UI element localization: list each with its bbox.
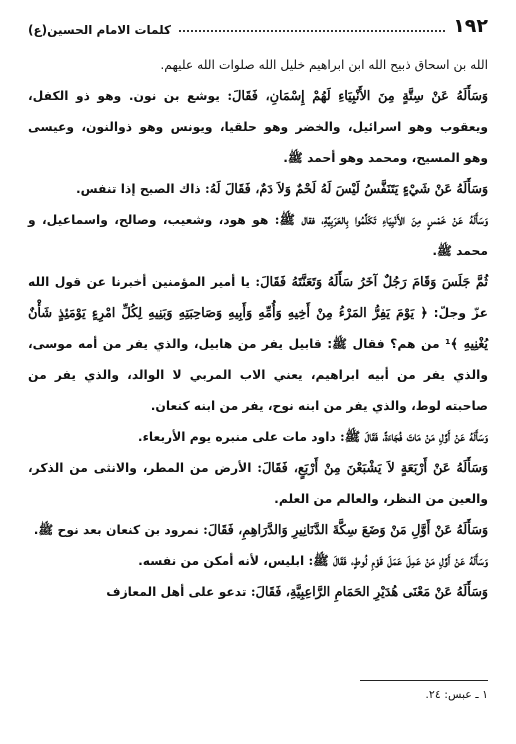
- paragraph: [28, 267, 488, 422]
- paragraph: [28, 205, 488, 267]
- running-title: كلمات الامام الحسين(ع): [28, 23, 171, 37]
- paragraph: [28, 422, 488, 453]
- quoted-question: وَسَأَلَهُ عَنْ مَعْنَى هُدَيْرِ الحَمَامِ الرَّاعِبِيَّةِ، فَقَالَ:: [250, 585, 488, 600]
- paragraph: [28, 515, 488, 546]
- answer-text: ¹ من هم؟ فقال ﷺ: قابيل يفر من هابيل، والذي يفر من أمه موسى، والذي يفر من أبيه ابراهيم، يعني الاب المربي لا الوالد، والذي يفر من صاحبته لوط، والذي يفر من ابنه نوح، يفر من ابنه كنعان.: [28, 337, 488, 413]
- paragraph: [28, 546, 488, 577]
- paragraph: [28, 50, 488, 81]
- answer-text: ابليس، لأنه أمكن من نفسه.: [138, 554, 309, 568]
- footnote-text: ١ ـ عبس: ٢٤.: [425, 688, 488, 701]
- quoted-question: ﴿ يَوْمَ يَفِرُّ المَرْءُ مِنْ أَخِيهِ وَأُمِّهِ وَأَبِيهِ وَصَاحِبَتِهِ وَبَنِيهِ لِكُلِّ امْرِءٍ يَوْمَئِذٍ شَأْنٌ يُغْنِيهِ ﴾: [28, 306, 488, 352]
- quoted-question: وَسَأَلَهُ عَنْ سِتَّةٍ مِنَ الأَنْبِيَاءِ لَهُمْ إِسْمَانِ، فَقَالَ:: [227, 89, 488, 104]
- answer-text: يوشع بن نون. وهو ذو الكفل، ويعقوب وهو اسرائيل، والخضر وهو حلقيا، ويونس وهو ذوالنون، وعيسى وهو المسيح، ومحمد وهو أحمد ﷺ.: [28, 89, 488, 165]
- quoted-question: وَسَأَلَهُ عَنْ أَوَّلِ مَنْ مَاتَ فُجَاءَةً، فَقَالَ ﷺ:: [340, 430, 488, 445]
- quoted-question: وَسَأَلَهُ عَنْ أَرْبَعَةٍ لاَ يَشْبَعْنَ مِنْ أَرْبَعٍ، فَقَالَ:: [257, 461, 488, 476]
- answer-text: تدعو على أهل المعازف: [106, 585, 251, 599]
- answer-text: داود مات على منبره يوم الأربعاء.: [137, 430, 341, 444]
- answer-text: الأرض من المطر، والانثى من الذكر، والعين من النظر، والعالم من العلم.: [28, 461, 488, 506]
- answer-text: الله بن اسحاق ذبيح الله ابن ابراهيم خليل الله صلوات الله عليهم.: [160, 58, 488, 72]
- footnote-area: [28, 680, 488, 703]
- paragraph: [28, 81, 488, 174]
- answer-text: يا أمير المؤمنين أخبرنا عن قول الله عزّ وجلّ:: [28, 275, 489, 320]
- page-header: [28, 8, 488, 36]
- quoted-question: وَسَأَلَهُ عَنْ شَيْءٍ يَتَنَفَّسُ لَيْسَ لَهُ لَحْمٌ وَلاَ دَمٌ، فَقَالَ لَهُ:: [205, 182, 488, 197]
- page-number: ١٩٢: [453, 15, 488, 37]
- paragraph: [28, 453, 488, 515]
- quoted-question: وَسَأَلَهُ عَنْ خَمْسٍ مِنَ الأَنْبِيَاءِ تَكَلَّمُوا بِالعَرَبِيَّةِ، فقال ﷺ:: [274, 213, 488, 228]
- answer-text: هو هود، وشعيب، وصالح، واسماعيل، و محمد ﷺ.: [28, 213, 488, 258]
- footnote-divider: [360, 680, 488, 681]
- paragraph: [28, 577, 488, 608]
- body-text: [28, 50, 488, 608]
- quoted-question: وَسَأَلَهُ عَنْ أَوَّلِ مَنْ عَمِلَ عَمَلَ قَوْمِ لُوطٍ، فَقَالَ ﷺ:: [308, 554, 488, 569]
- header-dotted-leader: [179, 29, 445, 32]
- answer-text: نمرود بن كنعان بعد نوح ﷺ.: [33, 523, 204, 537]
- quoted-question: ثُمَّ جَلَسَ وَقَامَ رَجُلٌ آخَرُ سَأَلَهُ وَتَعَنَّتَهُ فَقَالَ:: [255, 275, 488, 290]
- paragraph: [28, 174, 488, 205]
- answer-text: ذاك الصبح إذا تنفس.: [75, 182, 206, 196]
- quoted-question: وَسَأَلَهُ عَنْ أَوَّلِ مَنْ وَضَعَ سِكَّةَ الدَّنَانِيرِ وَالدَّرَاهِمِ، فَقَالَ:: [203, 523, 488, 538]
